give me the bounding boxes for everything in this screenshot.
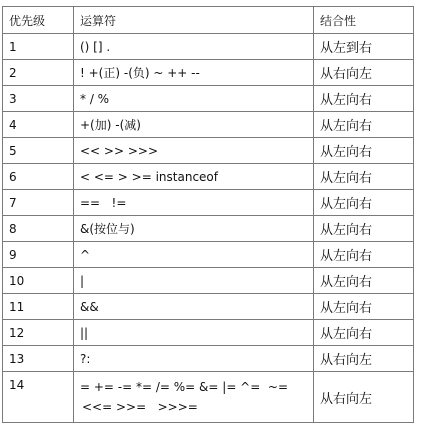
table-row bbox=[3, 60, 414, 86]
table-row bbox=[3, 372, 414, 423]
table-row bbox=[3, 34, 414, 60]
operator-cell: | bbox=[74, 268, 314, 294]
header-level: 优先级 bbox=[3, 7, 74, 34]
level-cell: 12 bbox=[3, 320, 74, 346]
operator-cell: < <= > >= instanceof bbox=[74, 164, 314, 190]
table-row bbox=[3, 320, 414, 346]
level-cell: 10 bbox=[3, 268, 74, 294]
associativity-cell: 从左向右 bbox=[314, 216, 414, 242]
level-cell: 3 bbox=[3, 86, 74, 112]
level-cell: 6 bbox=[3, 164, 74, 190]
level-cell: 7 bbox=[3, 190, 74, 216]
header-operator: 运算符 bbox=[74, 7, 314, 34]
level-cell: 8 bbox=[3, 216, 74, 242]
operator-precedence-table bbox=[2, 6, 414, 423]
operator-cell: ^ bbox=[74, 242, 314, 268]
table-row bbox=[3, 216, 414, 242]
operator-cell: &(按位与) bbox=[74, 216, 314, 242]
header-associativity: 结合性 bbox=[314, 7, 414, 34]
associativity-cell: 从左到右 bbox=[314, 34, 414, 60]
associativity-cell: 从左向右 bbox=[314, 190, 414, 216]
operator-cell: << >> >>> bbox=[74, 138, 314, 164]
operator-cell: () [] . bbox=[74, 34, 314, 60]
level-cell: 14 bbox=[3, 372, 74, 423]
table-row bbox=[3, 346, 414, 372]
operator-cell: && bbox=[74, 294, 314, 320]
level-cell: 11 bbox=[3, 294, 74, 320]
operator-cell: || bbox=[74, 320, 314, 346]
associativity-cell: 从左向右 bbox=[314, 138, 414, 164]
operator-line-2: <<= >>= >>>= bbox=[82, 400, 198, 414]
associativity-cell: 从左向右 bbox=[314, 294, 414, 320]
table-row bbox=[3, 164, 414, 190]
operator-line-1: = += -= *= /= %= &= |= ^= ~= bbox=[80, 380, 289, 394]
table-row bbox=[3, 190, 414, 216]
level-cell: 13 bbox=[3, 346, 74, 372]
operator-cell: * / % bbox=[74, 86, 314, 112]
operator-cell: ! +(正) -(负) ~ ++ -- bbox=[74, 60, 314, 86]
table-row bbox=[3, 294, 414, 320]
associativity-cell: 从左向右 bbox=[314, 268, 414, 294]
operator-cell: ?: bbox=[74, 346, 314, 372]
associativity-cell: 从左向右 bbox=[314, 112, 414, 138]
associativity-cell: 从左向右 bbox=[314, 164, 414, 190]
operator-cell: == != bbox=[74, 190, 314, 216]
operator-cell bbox=[74, 372, 314, 423]
table-header-row bbox=[3, 7, 414, 34]
associativity-cell: 从右向左 bbox=[314, 346, 414, 372]
associativity-cell: 从左向右 bbox=[314, 242, 414, 268]
associativity-cell: 从左向右 bbox=[314, 86, 414, 112]
level-cell: 1 bbox=[3, 34, 74, 60]
level-cell: 2 bbox=[3, 60, 74, 86]
table-row bbox=[3, 268, 414, 294]
associativity-cell: 从左向右 bbox=[314, 320, 414, 346]
operator-cell: +(加) -(减) bbox=[74, 112, 314, 138]
level-cell: 5 bbox=[3, 138, 74, 164]
associativity-cell: 从右向左 bbox=[314, 372, 414, 423]
table-row bbox=[3, 242, 414, 268]
associativity-cell: 从右向左 bbox=[314, 60, 414, 86]
table-row bbox=[3, 86, 414, 112]
table-row bbox=[3, 138, 414, 164]
table-row bbox=[3, 112, 414, 138]
level-cell: 4 bbox=[3, 112, 74, 138]
level-cell: 9 bbox=[3, 242, 74, 268]
